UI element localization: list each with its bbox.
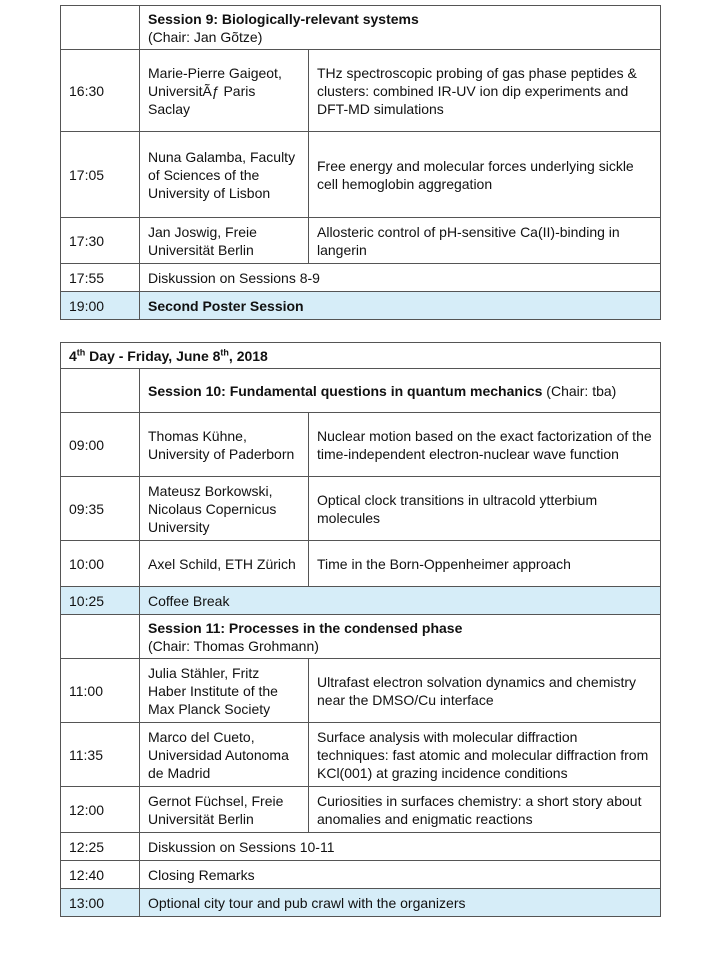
session-header-row [61,6,661,50]
session-title: Session 9: Biologically-relevant systems [148,10,419,27]
talk-row [61,132,661,218]
tour-time: 13:00 [61,889,140,917]
closing-text: Closing Remarks [140,861,661,889]
day-header-row [61,343,661,369]
talk-time: 11:00 [61,659,140,723]
coffee-text: Coffee Break [140,587,661,615]
session-title: Session 10: Fundamental questions in quantum mechanics [148,382,543,399]
schedule-table-day3 [60,5,661,320]
coffee-time: 10:25 [61,587,140,615]
talk-row [61,50,661,132]
talk-time: 10:00 [61,541,140,587]
session-chair: (Chair: tba) [542,382,617,399]
talk-speaker: Nuna Galamba, Faculty of Sciences of the University of Lisbon [140,132,309,218]
poster-text: Second Poster Session [140,292,661,320]
talk-time: 12:00 [61,787,140,833]
talk-title: Nuclear motion based on the exact factorization of the time-independent electron-nuclear wave function [309,413,661,477]
talk-speaker: Axel Schild, ETH Zürich [140,541,309,587]
tour-row [61,889,661,917]
talk-row [61,477,661,541]
talk-speaker: Mateusz Borkowski, Nicolaus Copernicus University [140,477,309,541]
talk-title: Optical clock transitions in ultracold ytterbium molecules [309,477,661,541]
talk-row [61,541,661,587]
discussion-text: Diskussion on Sessions 10-11 [140,833,661,861]
poster-row [61,292,661,320]
day-header: 4th Day - Friday, June 8th, 2018 [61,343,661,369]
poster-time: 19:00 [61,292,140,320]
talk-speaker: Marco del Cueto, Universidad Autonoma de Madrid [140,723,309,787]
schedule-table-day4 [60,342,661,917]
talk-speaker: Jan Joswig, Freie Universität Berlin [140,218,309,264]
talk-speaker: Thomas Kühne, University of Paderborn [140,413,309,477]
talk-row [61,659,661,723]
talk-title: Time in the Born-Oppenheimer approach [309,541,661,587]
talk-time: 17:30 [61,218,140,264]
closing-time: 12:40 [61,861,140,889]
discussion-row [61,264,661,292]
closing-row [61,861,661,889]
discussion-time: 17:55 [61,264,140,292]
talk-title: THz spectroscopic probing of gas phase peptides & clusters: combined IR-UV ion dip experiments and DFT-MD simulations [309,50,661,132]
talk-title: Ultrafast electron solvation dynamics and chemistry near the DMSO/Cu interface [309,659,661,723]
talk-title: Surface analysis with molecular diffraction techniques: fast atomic and molecular diffraction from KCl(001) at grazing incidence conditions [309,723,661,787]
coffee-row [61,587,661,615]
session-header-row [61,615,661,659]
talk-speaker: Julia Stähler, Fritz Haber Institute of the Max Planck Society [140,659,309,723]
talk-title: Curiosities in surfaces chemistry: a short story about anomalies and enigmatic reactions [309,787,661,833]
talk-row [61,218,661,264]
discussion-row [61,833,661,861]
discussion-time: 12:25 [61,833,140,861]
session-header-row [61,369,661,413]
tour-text: Optional city tour and pub crawl with the organizers [140,889,661,917]
session-chair: (Chair: Jan Gõtze) [148,28,263,45]
talk-title: Allosteric control of pH-sensitive Ca(II)-binding in langerin [309,218,661,264]
talk-row [61,723,661,787]
session-chair: (Chair: Thomas Grohmann) [148,637,319,654]
session-title: Session 11: Processes in the condensed phase [148,619,463,636]
talk-row [61,413,661,477]
talk-time: 09:35 [61,477,140,541]
talk-title: Free energy and molecular forces underlying sickle cell hemoglobin aggregation [309,132,661,218]
talk-time: 17:05 [61,132,140,218]
talk-time: 11:35 [61,723,140,787]
talk-time: 16:30 [61,50,140,132]
talk-speaker: Gernot Füchsel, Freie Universität Berlin [140,787,309,833]
discussion-text: Diskussion on Sessions 8-9 [140,264,661,292]
talk-row [61,787,661,833]
talk-time: 09:00 [61,413,140,477]
talk-speaker: Marie-Pierre Gaigeot, UniversitÃƒ Paris Saclay [140,50,309,132]
